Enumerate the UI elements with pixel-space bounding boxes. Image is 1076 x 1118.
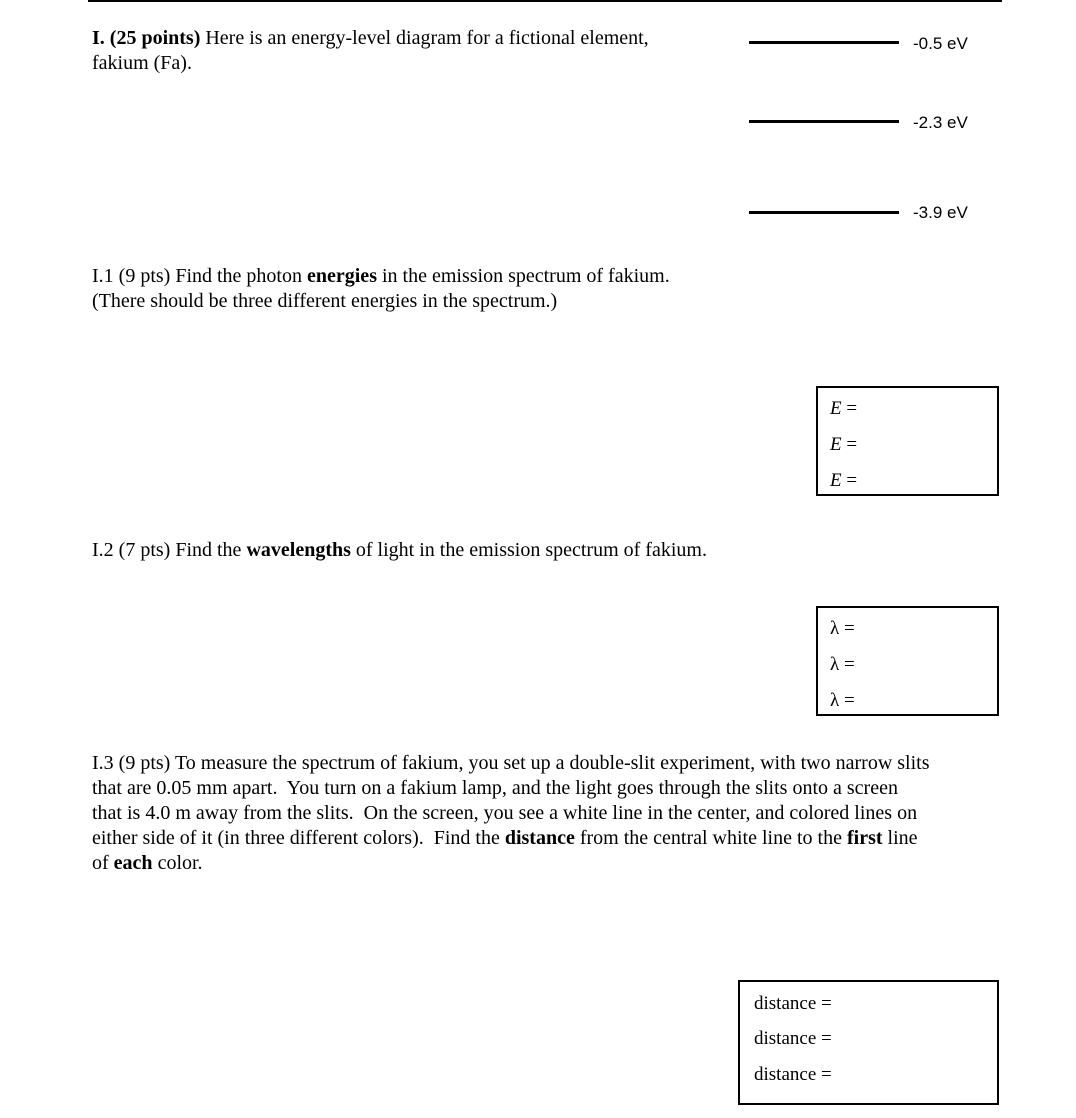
part1-text: I.1 (9 pts) Find the photon	[92, 265, 307, 287]
part2-text: of light in the emission spectrum of fakium.	[350, 539, 707, 561]
part3-text: of	[92, 852, 114, 874]
problem-header-bold: I. (25 points)	[92, 27, 201, 49]
problem-header-text: Here is an energy-level diagram for a fictional element,	[205, 27, 649, 49]
energy-level-line	[749, 120, 899, 123]
part3-line: I.3 (9 pts) To measure the spectrum of fakium, you set up a double-slit experiment, with two narrow slits	[92, 752, 930, 774]
distance-answer-row[interactable]: distance =	[754, 1064, 832, 1085]
part3-line: that are 0.05 mm apart. You turn on a fakium lamp, and the light goes through the slits onto a screen	[92, 777, 898, 799]
part3-bold-text: each	[113, 852, 153, 874]
problem-header-line2: fakium (Fa).	[92, 52, 192, 74]
distance-answer-row[interactable]: distance =	[754, 993, 832, 1014]
energy-level-label: -0.5 eV	[913, 34, 968, 53]
part1-bold-text: energies	[307, 265, 377, 287]
part1-text: in the emission spectrum of fakium.	[376, 265, 670, 287]
energy-answer-row[interactable]	[830, 434, 857, 456]
wavelength-answer-row[interactable]: λ =	[830, 690, 855, 711]
part3-line	[92, 851, 1022, 876]
part3-bold-text: first	[846, 827, 883, 849]
energy-level-line	[749, 211, 899, 214]
part3-text: color.	[152, 852, 203, 874]
part3-text: line	[882, 827, 918, 849]
equals-sign: =	[841, 434, 858, 455]
part2-question	[92, 538, 707, 563]
part2-text: I.2 (7 pts) Find the	[92, 539, 247, 561]
wavelength-answer-box[interactable]	[816, 606, 999, 716]
equals-sign: =	[841, 398, 858, 419]
part1-question	[92, 264, 670, 314]
problem-header	[92, 26, 649, 76]
energy-level-label: -3.9 eV	[913, 203, 968, 222]
part3-question	[92, 751, 1022, 876]
energy-answer-row[interactable]	[830, 398, 857, 420]
part2-bold-text: wavelengths	[246, 539, 351, 561]
energy-symbol: E	[830, 470, 842, 491]
equals-sign: =	[841, 470, 858, 491]
part3-bold-text: distance	[504, 827, 575, 849]
wavelength-answer-row[interactable]: λ =	[830, 618, 855, 639]
part1-line2: (There should be three different energies in the spectrum.)	[92, 290, 558, 312]
part3-text: either side of it (in three different colors). Find the	[92, 827, 505, 849]
energy-level-line	[749, 41, 899, 44]
part3-line	[92, 826, 1022, 851]
energy-symbol: E	[830, 434, 842, 455]
page-top-rule	[88, 0, 1002, 2]
energy-answer-row[interactable]	[830, 470, 857, 492]
part3-text: from the central white line to the	[574, 827, 847, 849]
wavelength-answer-row[interactable]: λ =	[830, 654, 855, 675]
energy-level-label: -2.3 eV	[913, 113, 968, 132]
distance-answer-box[interactable]	[738, 980, 999, 1105]
energy-symbol: E	[830, 398, 842, 419]
energy-answer-box[interactable]	[816, 386, 999, 496]
part3-line: that is 4.0 m away from the slits. On the screen, you see a white line in the center, and colored lines on	[92, 802, 918, 824]
distance-answer-row[interactable]: distance =	[754, 1028, 832, 1049]
